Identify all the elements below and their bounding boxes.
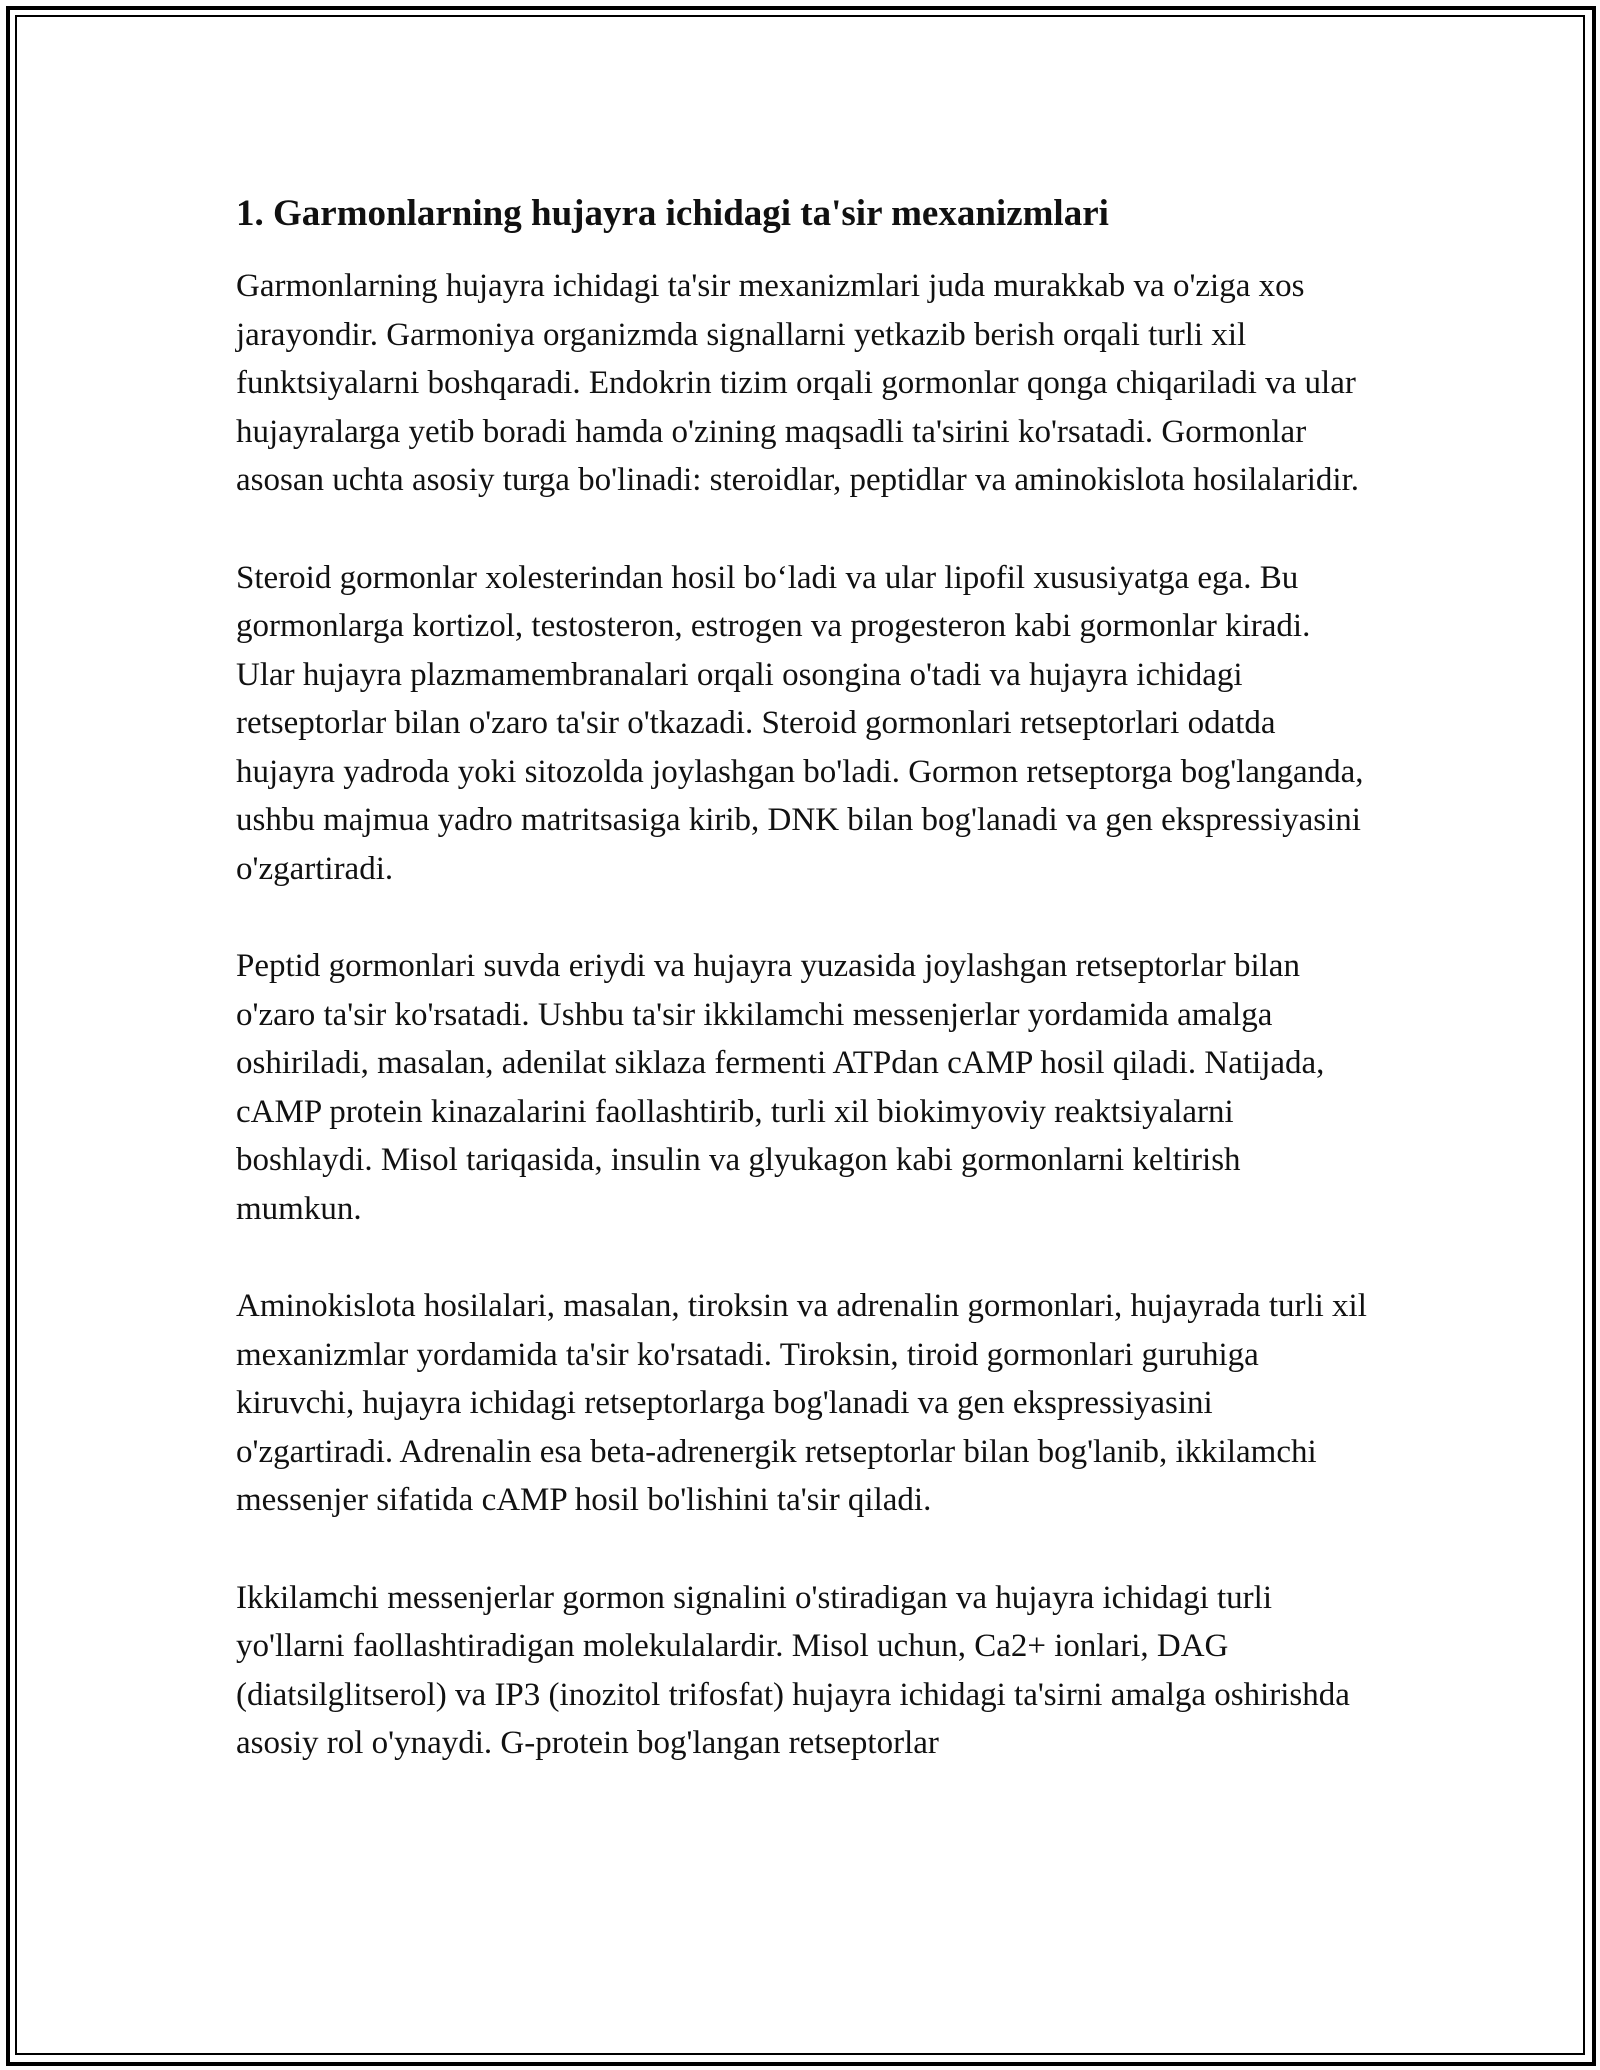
paragraph-peptide-hormones: Peptid gormonlari suvda eriydi va hujayra yuzasida joylashgan retseptorlar bilan o'zaro ta'sir ko'rsatadi. Ushbu ta'sir ikkilamchi messenjerlar yordamida amalga oshiriladi, masalan, adenilat siklaza fermenti ATPdan cAMP hosil qiladi. Natijada, cAMP protein kinazalarini faollashtirib, turli xil biokimyoviy reaktsiyalarni boshlaydi. Misol tariqasida, insulin va glyukagon kabi gormonlarni keltirish mumkun.: [236, 948, 1325, 1227]
paragraph-intro: Garmonlarning hujayra ichidagi ta'sir mexanizmlari juda murakkab va o'ziga xos jarayondir. Garmoniya organizmda signallarni yetkazib berish orqali turli xil funktsiyalarni boshqaradi. Endokrin tizim orqali gormonlar qonga chiqariladi va ular hujayralarga yetib boradi hamda o'zining maqsadli ta'sirini ko'rsatadi. Gormonlar asosan uchta asosiy turga bo'linadi: steroidlar, peptidlar va aminokislota hosilalaridir.: [236, 268, 1360, 498]
document-body: [236, 186, 1370, 1817]
paragraph-steroid-hormones: Steroid gormonlar xolesterindan hosil bo‘ladi va ular lipofil xususiyatga ega. Bu gormonlarga kortizol, testosteron, estrogen va progesteron kabi gormonlar kiradi. Ular hujayra plazmamembranalari orqali osongina o'tadi va hujayra ichidagi retseptorlar bilan o'zaro ta'sir o'tkazadi. Steroid gormonlari retseptorlari odatda hujayra yadroda yoki sitozolda joylashgan bo'ladi. Gormon retseptorga bog'langanda, ushbu majmua yadro matritsasiga kirib, DNK bilan bog'lanadi va gen ekspressiyasini o'zgartiradi.: [236, 559, 1364, 887]
section-heading: 1. Garmonlarning hujayra ichidagi ta'sir mexanizmlari: [236, 193, 1109, 234]
paragraph-amino-acid-derivatives: Aminokislota hosilalari, masalan, tiroksin va adrenalin gormonlari, hujayrada turli xil mexanizmlar yordamida ta'sir ko'rsatadi. Tiroksin, tiroid gormonlari guruhiga kiruvchi, hujayra ichidagi retseptorlarga bog'lanadi va gen ekspressiyasini o'zgartiradi. Adrenalin esa beta-adrenergik retseptorlar bilan bog'lanib, ikkilamchi messenjer sifatida cAMP hosil bo'lishini ta'sir qiladi.: [236, 1288, 1367, 1518]
paragraph-second-messengers: Ikkilamchi messenjerlar gormon signalini o'stiradigan va hujayra ichidagi turli yo'llarni faollashtiradigan molekulalardir. Misol uchun, Ca2+ ionlari, DAG (diatsilglitserol) va IP3 (inozitol trifosfat) hujayra ichidagi ta'sirni amalga oshirishda asosiy rol o'ynaydi. G-protein bog'langan retseptorlar: [236, 1579, 1350, 1761]
